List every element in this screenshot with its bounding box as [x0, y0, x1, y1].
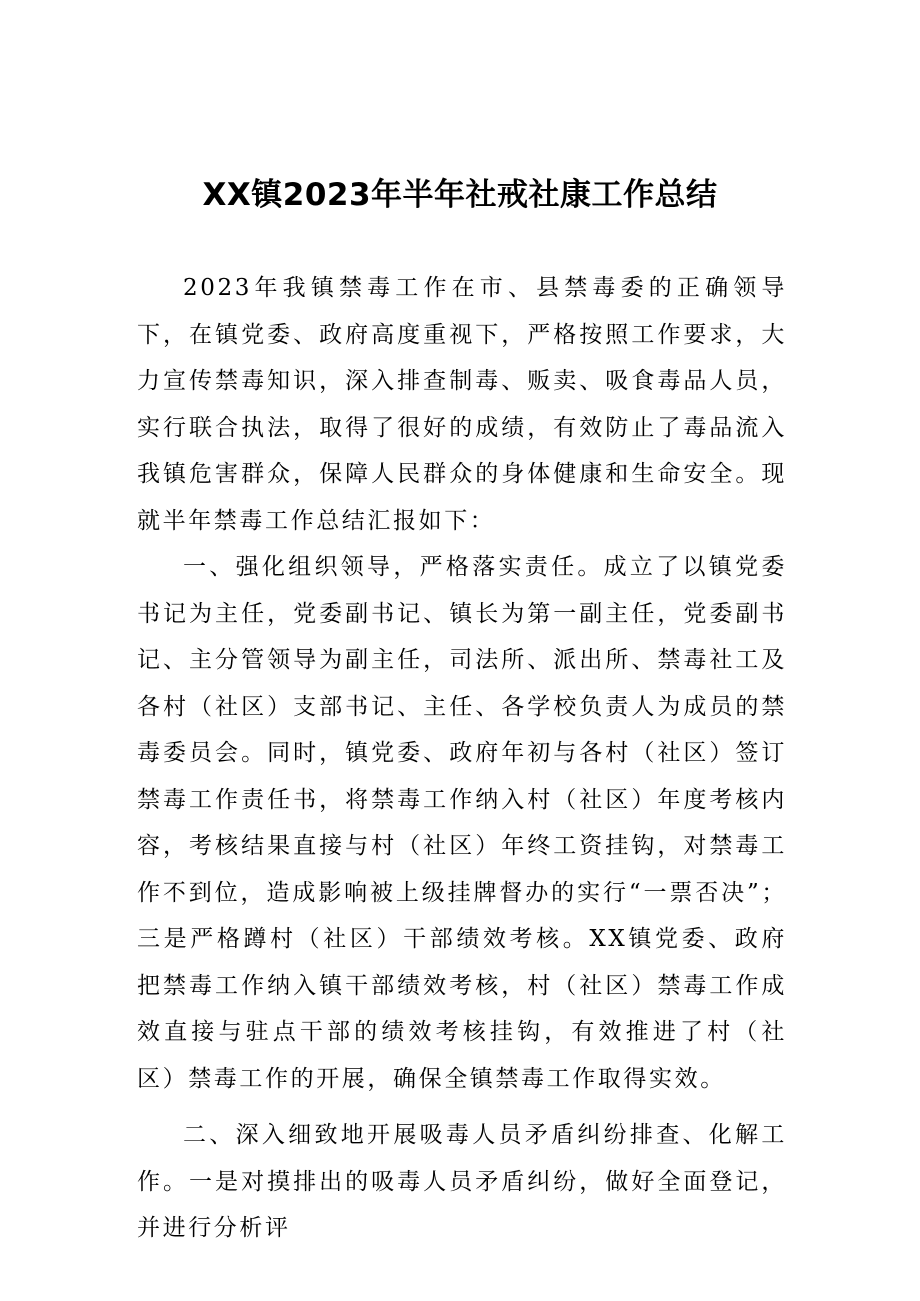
- paragraph-section-2: 二、深入细致地开展吸毒人员矛盾纠纷排查、化解工作。一是对摸排出的吸毒人员矛盾纠纷，做好全面登记，并进行分析评: [137, 1122, 787, 1241]
- document-title: XX镇2023年半年社戒社康工作总结: [202, 177, 718, 213]
- paragraph-intro: 2023年我镇禁毒工作在市、县禁毒委的正确领导下，在镇党委、政府高度重视下，严格按照工作要求，大力宣传禁毒知识，深入排查制毒、贩卖、吸食毒品人员，实行联合执法，取得了很好的成绩，有效防止了毒品流入我镇危害群众，保障人民群众的身体健康和生命安全。现就半年禁毒工作总结汇报如下：: [137, 275, 787, 534]
- document-body: [137, 265, 787, 1252]
- paragraph-section-1: 一、强化组织领导，严格落实责任。成立了以镇党委书记为主任，党委副书记、镇长为第一副主任，党委副书记、主分管领导为副主任，司法所、派出所、禁毒社工及各村（社区）支部书记、主任、各学校负责人为成员的禁毒委员会。同时，镇党委、政府年初与各村（社区）签订禁毒工作责任书，将禁毒工作纳入村（社区）年度考核内容，考核结果直接与村（社区）年终工资挂钩，对禁毒工作不到位，造成影响被上级挂牌督办的实行“一票否决”；三是严格蹲村（社区）干部绩效考核。XX镇党委、政府把禁毒工作纳入镇干部绩效考核，村（社区）禁毒工作成效直接与驻点干部的绩效考核挂钩，有效推进了村（社区）禁毒工作的开展，确保全镇禁毒工作取得实效。: [137, 554, 787, 1092]
